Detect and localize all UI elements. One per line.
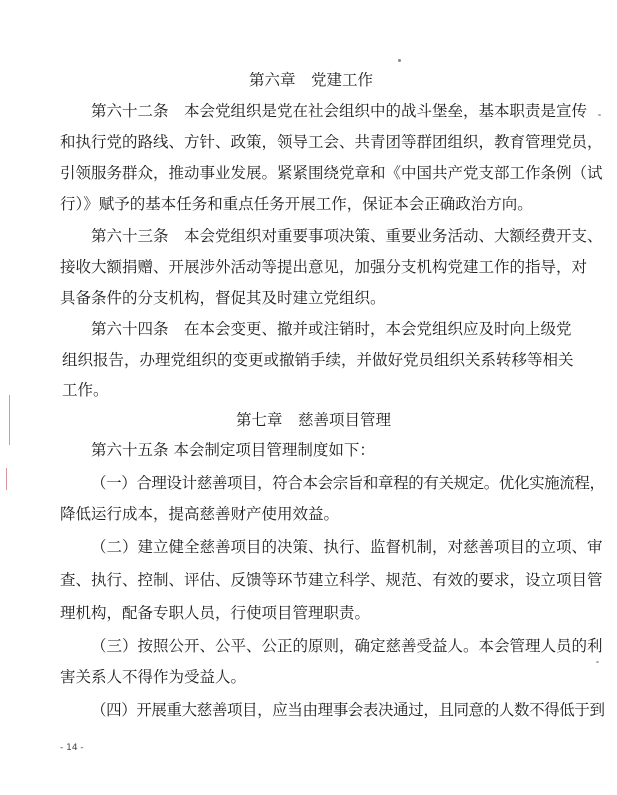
chapter-6-line: 第六十三条 本会党组织对重要事项决策、重要业务活动、大额经费开支、 bbox=[91, 227, 603, 245]
chapter-7-line: （四）开展重大慈善项目，应当由理事会表决通过，且同意的人数不得低于到 bbox=[91, 701, 605, 719]
chapter-6-line: 组织报告，办理党组织的变更或撤销手续，并做好党员组织关系转移等相关 bbox=[62, 351, 574, 369]
scan-speck bbox=[398, 59, 401, 62]
chapter-6-line: 第六十四条 在本会变更、撤并或注销时，本会党组织应及时向上级党 bbox=[91, 320, 572, 338]
scan-edge-mark bbox=[9, 395, 10, 445]
chapter-7-line: 害关系人不得作为受益人。 bbox=[60, 668, 247, 686]
chapter-6-line: 第六十二条 本会党组织是党在社会组织中的战斗堡垒，基本职责是宣传 bbox=[91, 102, 588, 120]
chapter-7-heading: 第七章 慈善项目管理 bbox=[236, 411, 392, 429]
chapter-7-line: 降低运行成本，提高慈善财产使用效益。 bbox=[60, 505, 340, 523]
scan-speck bbox=[596, 661, 599, 663]
chapter-7-line: （三）按照公开、公平、公正的原则，确定慈善受益人。本会管理人员的利 bbox=[91, 637, 603, 655]
chapter-6-line: 接收大额捐赠、开展涉外活动等提出意见，加强分支机构党建工作的指导，对 bbox=[60, 258, 588, 276]
chapter-7-line: （一）合理设计慈善项目，符合本会宗旨和章程的有关规定。优化实施流程， bbox=[91, 474, 605, 492]
chapter-6-heading: 第六章 党建工作 bbox=[249, 71, 374, 89]
chapter-6-line: 引领服务群众，推动事业发展。紧紧围绕党章和《中国共产党支部工作条例（试 bbox=[60, 164, 603, 182]
chapter-7-line: 理机构，配备专职人员，行使项目管理职责。 bbox=[60, 604, 371, 622]
chapter-6-line: 工作。 bbox=[62, 381, 109, 399]
page-number: - 14 - bbox=[60, 743, 84, 753]
chapter-7-line: 查、执行、控制、评估、反馈等环节建立科学、规范、有效的要求，设立项目管 bbox=[60, 571, 603, 589]
chapter-6-line: 具备条件的分支机构，督促其及时建立党组织。 bbox=[60, 289, 386, 307]
chapter-7-line: 第六十五条 本会制定项目管理制度如下： bbox=[91, 441, 375, 459]
chapter-7-line: （二）建立健全慈善项目的决策、执行、监督机制，对慈善项目的立项、审 bbox=[91, 538, 603, 556]
chapter-6-line: 和执行党的路线、方针、政策，领导工会、共青团等群团组织，教育管理党员， bbox=[60, 133, 603, 151]
scan-speck bbox=[598, 114, 601, 116]
chapter-6-line: 行）》赋予的基本任务和重点任务开展工作，保证本会正确政治方向。 bbox=[60, 195, 533, 213]
scan-edge-mark bbox=[6, 468, 7, 490]
